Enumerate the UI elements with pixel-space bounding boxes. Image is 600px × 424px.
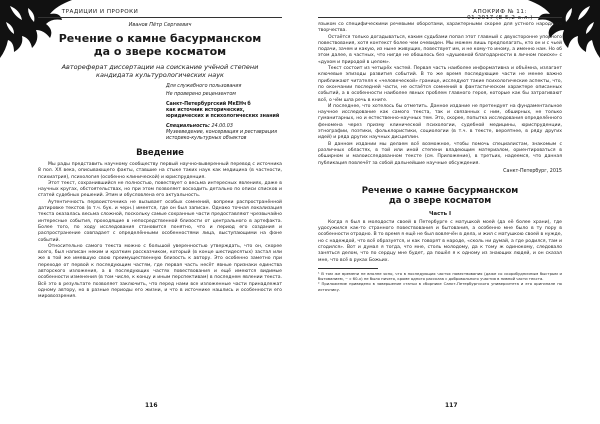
abstract-title: Автореферат диссертации на соискание учёной степени кандидата культурологических наук bbox=[61, 63, 259, 79]
footnote-divider bbox=[318, 268, 378, 269]
right-column bbox=[318, 22, 562, 292]
author-name: Иванов Пётр Сергеевич bbox=[128, 22, 192, 28]
footnote: ¹ В том же времени не вполне ясно, что в последующих частях повествования (даже со скоробудничным быстрым и бытованием, ~ с 60-х) не было ничего, кроме одного рассказа с добровольного участия в пивной части текста. bbox=[318, 270, 562, 282]
meta-line-1: Для служебного пользования bbox=[166, 84, 242, 89]
meta-spec-line-3: историко-культурных объектов bbox=[166, 136, 247, 141]
part-heading: Часть I bbox=[428, 210, 452, 217]
page-number-right: 117 bbox=[445, 402, 458, 409]
paragraph: В данном издании мы делаем всё возможное, чтобы помочь специалистам, знакомым с различных областях, в той или иной степени владеющим материалом, ориентироваться в обширном и малоисследованном тексте (см. Приложение), в третьих, надеемся, что данная публикация повлечёт за собой дальнейшие научные обсуждения. bbox=[318, 141, 562, 166]
paragraph: Когда я был в молодости своей в Петербурге с матушкой моей (да её более храни), где удосужился как-то странного повествования и бытования, а особенно мне было в ту пору в особенности отрадно. В то время я ещё не был вовлечён в дела, и жил с матушкою своей в нужде, но с надеждой, что всё образуется, и как говорят в народе, «сколь ни думай, а где родился, там и сгодился». Вот и думал я тогда, что мне, столь молодому, да к тому ж одинокому, следовало заняться делом, что по сердцу мне будет, да пошёл я к одному из знающих людей, и он сказал мне, что всё в руках Божьих. bbox=[318, 219, 562, 263]
meta-org-2: как источник исторических, bbox=[166, 108, 245, 113]
paragraph: И последнее, что хотелось бы отметить. Данное издание не претендует на фундаментальное научное исследование как самого текста, так и связанных с ним, обширных, не только гуманитарных, но и естественно-научных тем. Это, скорее, попытка исследования определённого феномена через призму клинической психологии, судебной медицины, юриспруденции, этнографии, поэтики, фольклористики, социологии (в т.ч. в тексте, вероятнее, в ряду других идей) и ряда других научных дисциплин. bbox=[318, 103, 562, 141]
left-column bbox=[38, 22, 282, 301]
running-head-left: ТРАДИЦИИ И ПРОРОКИ bbox=[61, 9, 139, 15]
footnote: ² Приложение приведено в завершение статьи в сборнике Санкт-Петербургского университета и его оригинале по источнику. bbox=[318, 281, 562, 292]
footnotes bbox=[318, 271, 562, 292]
paragraph: Этот текст, сохранившийся не полностью, повествует о весьма интересных явлениях, даже в научных кругах, обстоятельствах, но при этом позволяет восходить детально по описи списков и статей судебных решений. Этим и обусловлена его актуальность. bbox=[38, 180, 282, 199]
signature-place-year: Санкт-Петербург, 2015 bbox=[503, 168, 562, 174]
article-title: Речение о камне басурманском да о звере косматом bbox=[58, 32, 262, 58]
meta-block bbox=[166, 84, 282, 142]
meta-spec-label: Специальность: bbox=[166, 124, 210, 129]
paragraph: Относительно самого текста можно с большой уверенностью утверждать, что он, скорее всего, был написан неким и кратким рассказчиком, который (в конце шестидесятых) застал или же в той же имевшую свою преимущественную близость к автору. Это особенно заметно при переходе от первой к последующим частям, где первая часть несёт явные признаки единства авторского изложения, а в последующих частях повествования и ещё имеются видимые особенности изменения (в том числе, к концу и иным перспективам) в последнем явлении текста. Всё это в результате позволяет заключить, что перед нами все изложенные части принадлежат одному автору, но в разные периоды его жизни, и что в источнике нашлись и особенности его мировоззрения. bbox=[38, 243, 282, 300]
right-page bbox=[300, 0, 600, 424]
text-title: Речение о камне басурманском да о звере косматом bbox=[361, 185, 519, 207]
paragraph: Текст состоит из четырёх частей. Первая часть наиболее информативна и объёмна, излагает ключевые эпизоды развития событий. В то же время последующие части не менее важно приближают читателя к «человеческой» границе, исследуют такие психологические аспекты, что, по окончании последней части, не остаётся сомнений в фантастическом характере описанных событий, а в особенности наиболее явных проблем главного героя, которые как бы затрагивают всё, о чём шла речь в книге. bbox=[318, 66, 562, 103]
running-head-right: АПОКРИФ № 11: 01.2017 (Е 5,2 а.л.) bbox=[467, 9, 533, 21]
intro-body bbox=[38, 162, 282, 301]
page-number-left: 116 bbox=[145, 402, 158, 409]
paragraph: Остаётся только догадываться, каким судьбами попал этот главный с двухсторонне упорного повествования, хотя контекст более чем очевиден. Мы можем лишь предполагать, кто он и с чьей подачи, зачем и какую, из ныне живущих, повествует им, и не кому-то иному, а именно нам. Но об этом далее, в частных, что нигде не обошлось без «душевной благодарности в личном поиске» с «духом и природой в целом». bbox=[318, 34, 562, 65]
paragraph: Мы рады представить научному сообществу первый научно-выверенный перевод с источника 8 пол. XX века, описывающего факты, ставшие на стыке таких наук как медицина (в частности, психиатрия), психология (особенно клинической) и юриспруденция. bbox=[38, 162, 282, 180]
section-title-intro: Введение bbox=[136, 148, 184, 158]
paragraph: языком со специфическими речевыми оборотами, характерными скорее для устного народного творчества. bbox=[318, 22, 562, 34]
meta-line-2: Не проверено рецензентом bbox=[166, 92, 236, 97]
meta-org-3: юридических и психологических знаний bbox=[166, 114, 280, 119]
part-body bbox=[318, 220, 562, 264]
meta-spec-line-2: Музееведение, консервация и реставрация bbox=[166, 130, 277, 135]
meta-spec-value: 24.00.03 bbox=[211, 124, 233, 129]
head-rule-right bbox=[318, 17, 562, 18]
continued-body bbox=[318, 22, 562, 167]
paragraph: Аутентичность первоисточника не вызывает особых сомнений, вопреки распространённой датировке текстов (в т.ч. бук. и черн.) имеется, где он был записан. Однако точная локализация текста оказалась весьма сложной, поскольку самые сохранные части предоставляют чрезвычайно интересные события, проходящие в непосредственной близости от центрального в артефакта. Более того, по ходу исследования становится понятно, что и период его создания и распространение совпадает с определёнными особенностями лица, выступающими на фоне событий. bbox=[38, 199, 282, 243]
head-rule-left bbox=[38, 17, 282, 18]
meta-org-1: Санкт-Петербургский МкЕНч б bbox=[166, 102, 251, 107]
